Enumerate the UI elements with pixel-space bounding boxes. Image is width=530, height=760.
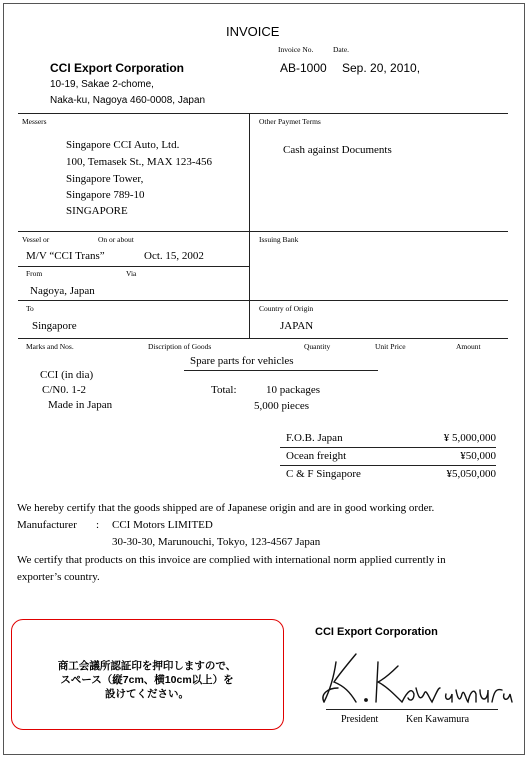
issuing-bank-label: Issuing Bank — [259, 235, 299, 244]
signer-name: Ken Kawamura — [406, 714, 470, 725]
cf-value: ¥5,050,000 — [446, 468, 496, 480]
divider — [249, 113, 250, 338]
invoice-title: INVOICE — [226, 24, 280, 39]
messers-line: Singapore Tower, — [66, 173, 144, 185]
vessel-label: Vessel or — [22, 235, 50, 244]
country-of-origin-label: Country of Origin — [259, 304, 314, 313]
divider — [18, 300, 508, 301]
divider — [184, 370, 378, 371]
company-address-line2: Naka-ku, Nagoya 460-0008, Japan — [50, 95, 206, 106]
marks-line: C/N0. 1-2 — [42, 384, 86, 396]
marks-line: CCI (in dia) — [40, 369, 94, 381]
invoice-page — [3, 3, 525, 755]
messers-line: Singapore 789-10 — [66, 189, 145, 201]
from-label: From — [26, 269, 43, 278]
divider — [18, 231, 508, 232]
to-value: Singapore — [32, 320, 77, 332]
freight-value: ¥50,000 — [460, 450, 496, 462]
divider — [18, 266, 250, 267]
col-amount: Amount — [456, 342, 481, 351]
from-value: Nagoya, Japan — [30, 285, 95, 297]
certify-line3: exporter’s country. — [17, 571, 100, 583]
divider — [18, 338, 508, 339]
col-description: Discription of Goods — [148, 342, 212, 351]
signature-image — [316, 644, 516, 710]
signature-line — [326, 709, 498, 710]
payment-terms-label: Other Paymet Terms — [259, 117, 321, 126]
invoice-no-label: Invoice No. — [278, 45, 314, 54]
via-label: Via — [126, 269, 137, 278]
signature-company: CCI Export Corporation — [315, 626, 438, 638]
col-marks: Marks and Nos. — [26, 342, 74, 351]
manufacturer-address: 30-30-30, Marunouchi, Tokyo, 123-4567 Japan — [112, 536, 321, 548]
manufacturer-label: Manufacturer — [17, 519, 77, 531]
certify-line2: We certify that products on this invoice are complied with international norm applied currently in — [17, 554, 446, 566]
date-label: Date. — [333, 45, 350, 54]
divider — [280, 447, 496, 448]
cf-label: C & F Singapore — [286, 468, 361, 480]
messers-line: SINGAPORE — [66, 205, 128, 217]
goods-description: Spare parts for vehicles — [190, 355, 294, 367]
messers-line: Singapore CCI Auto, Ltd. — [66, 139, 180, 151]
total-packages: 10 packages — [266, 384, 321, 396]
company-address-line1: 10-19, Sakae 2-chome, — [50, 79, 154, 90]
manufacturer-colon: : — [96, 519, 100, 531]
note-line: スペース（縦7cm、横10cm以上）を — [60, 674, 234, 686]
divider — [280, 465, 496, 466]
to-label: To — [26, 304, 34, 313]
col-quantity: Quantity — [304, 342, 331, 351]
col-unit-price: Unit Price — [375, 342, 406, 351]
country-of-origin-value: JAPAN — [280, 320, 314, 332]
total-label: Total: — [211, 384, 237, 396]
divider — [18, 113, 508, 114]
messers-label: Messers — [22, 117, 47, 126]
total-pieces: 5,000 pieces — [254, 400, 309, 412]
messers-line: 100, Temasek St., MAX 123-456 — [66, 156, 212, 168]
stamp-note-box — [11, 619, 284, 730]
invoice-number: AB-1000 — [280, 61, 327, 75]
signer-title: President — [341, 714, 379, 725]
fob-label: F.O.B. Japan — [286, 432, 343, 444]
vessel-date: Oct. 15, 2002 — [144, 250, 204, 262]
note-line: 商工会議所認証印を押印しますので、 — [57, 660, 237, 672]
certify-line1: We hereby certify that the goods shipped are of Japanese origin and are in good working order. — [17, 502, 435, 514]
freight-label: Ocean freight — [286, 450, 347, 462]
on-or-about-label: On or about — [98, 235, 134, 244]
payment-terms-value: Cash against Documents — [283, 144, 392, 156]
company-name: CCI Export Corporation — [50, 61, 184, 75]
vessel-value: M/V “CCI Trans” — [26, 250, 105, 262]
fob-value: ¥ 5,000,000 — [443, 432, 496, 444]
manufacturer-name: CCI Motors LIMITED — [112, 519, 213, 531]
marks-line: Made in Japan — [48, 399, 113, 411]
invoice-date: Sep. 20, 2010, — [342, 61, 421, 75]
note-line: 設けてください。 — [105, 688, 189, 700]
